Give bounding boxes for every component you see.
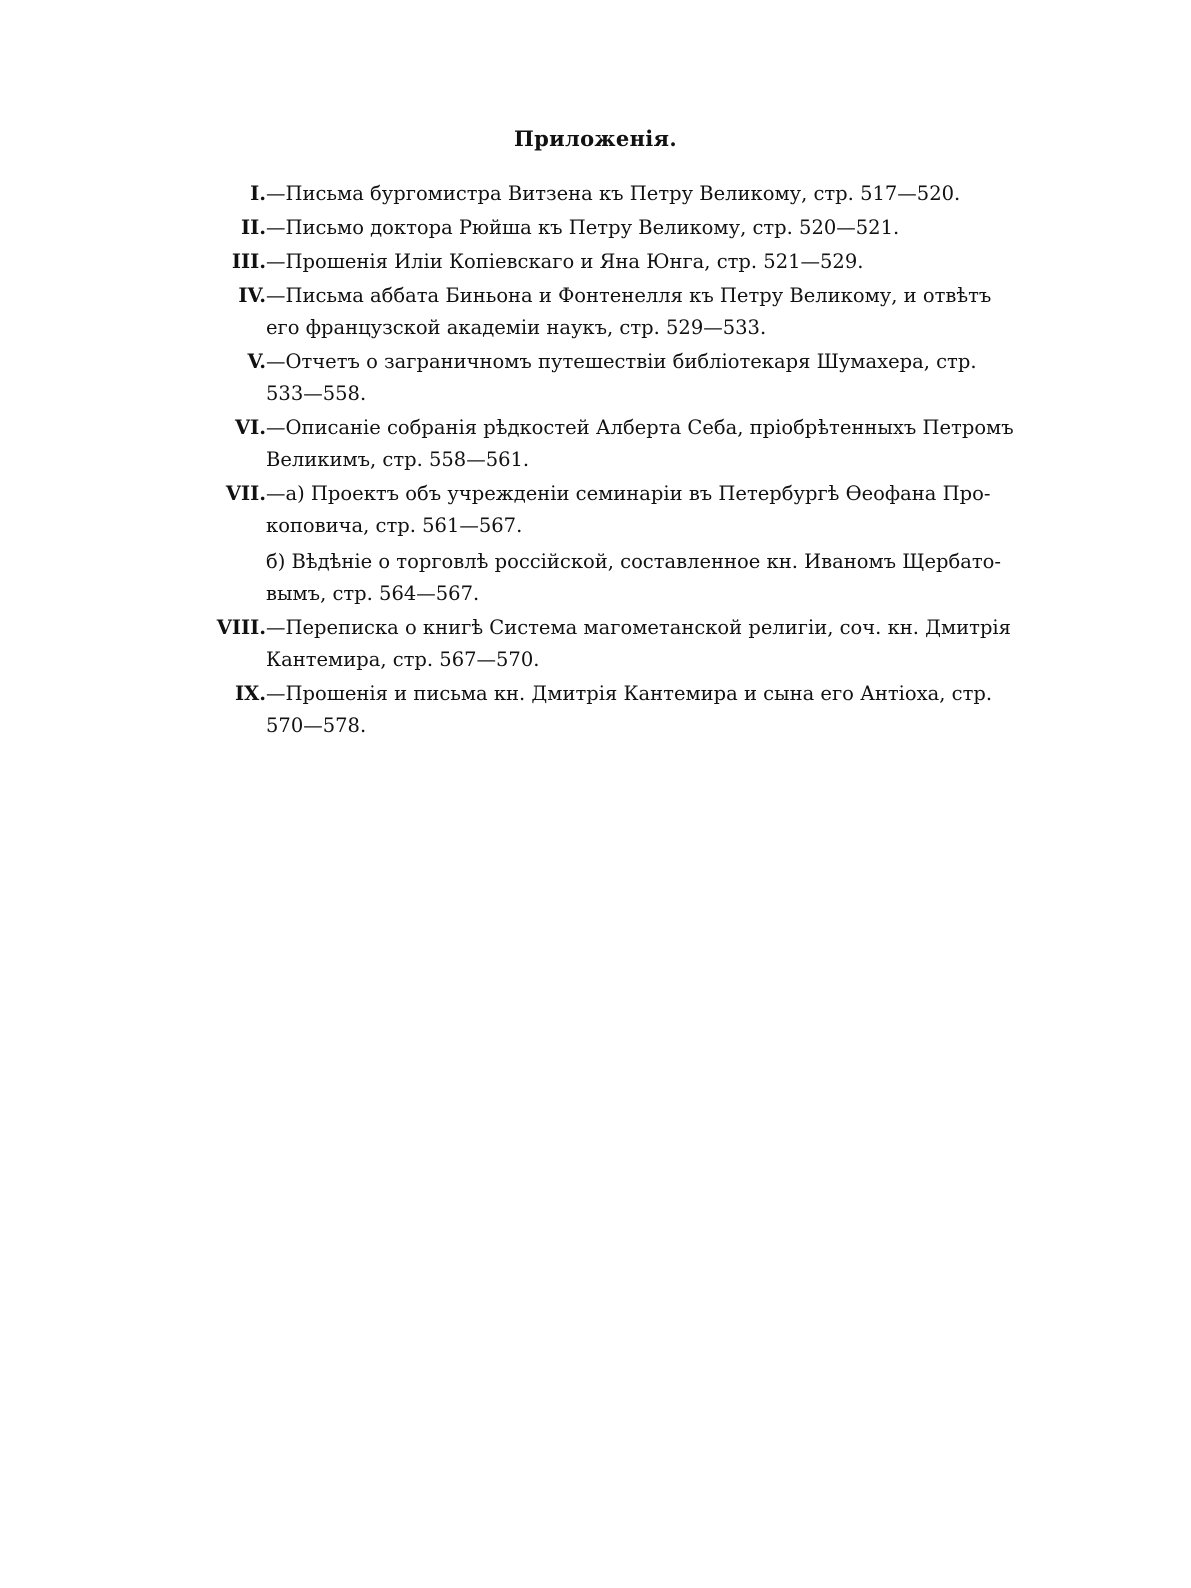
entry-line: —Прошенія и письма кн. Дмитрія Кантемира и сына его Антіоха, стр. — [266, 682, 993, 705]
appendix-entry-2 — [180, 212, 980, 244]
entry-line: —а) Проектъ объ учрежденіи семинаріи въ Петербургѣ Ѳеофана Про- — [266, 482, 991, 505]
entry-line: 533—558. — [266, 382, 367, 405]
appendix-entry-4 — [180, 280, 992, 344]
entry-text — [266, 178, 980, 210]
appendix-entry-1 — [180, 178, 980, 210]
entry-text — [266, 280, 991, 344]
entry-numeral: V. — [247, 350, 266, 373]
appendix-entry-6 — [180, 412, 1014, 476]
entry-line: —Письмо доктора Рюйша къ Петру Великому, стр. 520—521. — [266, 216, 900, 239]
entry-text — [266, 412, 1014, 476]
entry-text — [266, 212, 980, 244]
entry-text — [266, 246, 980, 278]
entry-line: —Отчетъ о заграничномъ путешествіи библіотекаря Шумахера, стр. — [266, 350, 977, 373]
entry-line: —Письма бургомистра Витзена къ Петру Великому, стр. 517—520. — [266, 182, 961, 205]
entry-numeral: III. — [231, 250, 266, 273]
appendix-entry-9 — [180, 678, 993, 742]
entry-line: коповича, стр. 561—567. — [266, 514, 523, 537]
entry-text — [266, 478, 990, 542]
entry-line: Кантемира, стр. 567—570. — [266, 648, 540, 671]
entry-numeral: VI. — [234, 416, 266, 439]
appendix-entry-8 — [180, 612, 1011, 676]
entry-line: —Переписка о книгѣ Система магометанской религіи, соч. кн. Дмитрія — [266, 616, 1011, 639]
appendix-subentry-7b — [180, 546, 1001, 610]
appendix-entry-3 — [180, 246, 980, 278]
entry-line: Великимъ, стр. 558—561. — [266, 448, 530, 471]
entry-numeral: I. — [250, 182, 266, 205]
entry-text — [266, 346, 980, 410]
entry-text — [266, 678, 992, 742]
entry-numeral: IX. — [234, 682, 266, 705]
appendix-list — [180, 178, 1014, 744]
entry-line: —Прошенія Иліи Копіевскаго и Яна Юнга, стр. 521—529. — [266, 250, 864, 273]
subentry-line: б) Вѣдѣніе о торговлѣ россійской, составленное кн. Иваномъ Щербато- — [266, 550, 1001, 573]
page-title: Приложенія. — [514, 126, 677, 151]
entry-line: его французской академіи наукъ, стр. 529—533. — [266, 316, 767, 339]
entry-line: —Письма аббата Биньона и Фонтенелля къ Петру Великому, и отвѣтъ — [266, 284, 992, 307]
appendix-entry-5 — [180, 346, 980, 410]
entry-numeral: II. — [240, 216, 266, 239]
entry-text — [266, 612, 1011, 676]
subentry-line: вымъ, стр. 564—567. — [266, 582, 480, 605]
entry-line: 570—578. — [266, 714, 367, 737]
entry-numeral: VII. — [225, 482, 266, 505]
entry-numeral: IV. — [238, 284, 266, 307]
appendix-entry-7 — [180, 478, 991, 542]
entry-numeral: VIII. — [216, 616, 266, 639]
entry-line: —Описаніе собранія рѣдкостей Алберта Себа, пріобрѣтенныхъ Петромъ — [266, 416, 1014, 439]
